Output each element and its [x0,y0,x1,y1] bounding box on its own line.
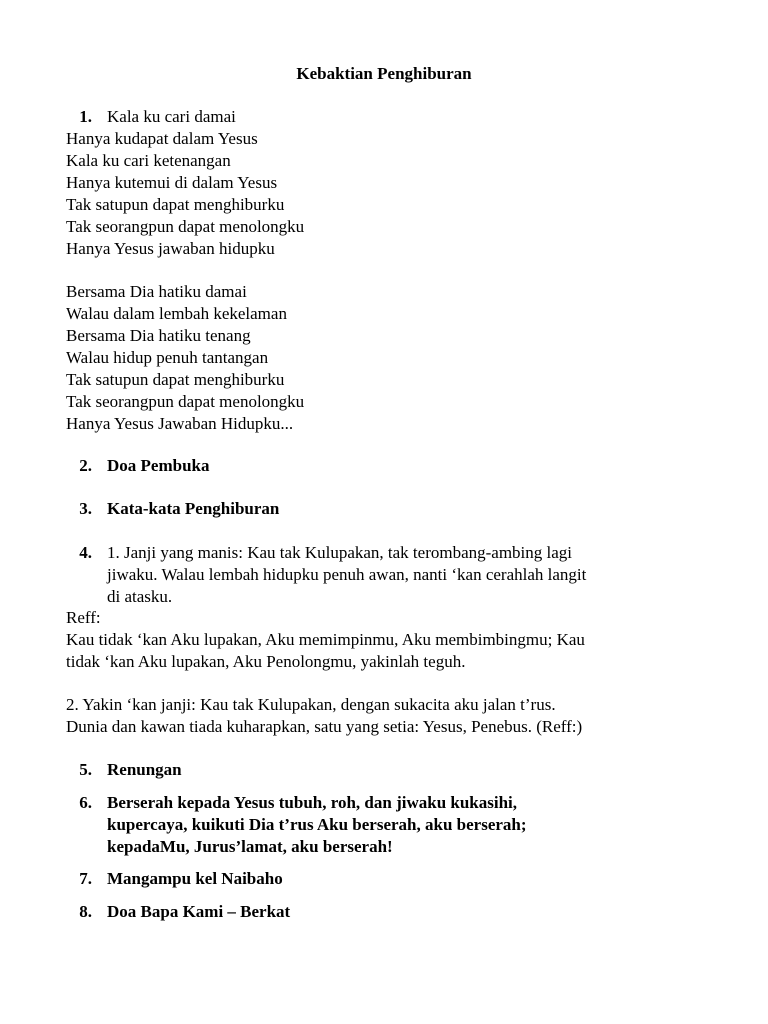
verse2-line: Dunia dan kawan tiada kuharapkan, satu yang setia: Yesus, Penebus. (Reff:) [66,717,583,736]
item-3-number: 3. [79,499,92,518]
item-8-number: 8. [79,902,92,921]
chorus-line: Walau dalam lembah kekelaman [66,304,287,323]
verse-line: Hanya kutemui di dalam Yesus [66,173,278,192]
item-5-number: 5. [79,760,92,779]
item-4-line: jiwaku. Walau lembah hidupku penuh awan, nanti ‘kan cerahlah langit [107,565,587,584]
reff-label: Reff: [66,608,101,627]
chorus-line: Bersama Dia hatiku damai [66,282,247,301]
item-1-number: 1. [79,107,92,126]
item-3-text: Kata-kata Penghiburan [107,499,280,518]
item-6-line: Berserah kepada Yesus tubuh, roh, dan jiwaku kukasihi, [107,793,518,812]
verse-line: Hanya Yesus jawaban hidupku [66,239,275,258]
chorus-line: Hanya Yesus Jawaban Hidupku... [66,414,294,433]
item-1-first-line: Kala ku cari damai [107,107,236,126]
item-8-text: Doa Bapa Kami – Berkat [107,902,291,921]
reff-line: tidak ‘kan Aku lupakan, Aku Penolongmu, yakinlah teguh. [66,652,466,671]
verse-line: Hanya kudapat dalam Yesus [66,129,258,148]
document-title: Kebaktian Penghiburan [296,64,472,83]
item-5-text: Renungan [107,760,182,779]
chorus-line: Tak seorangpun dapat menolongku [66,392,305,411]
item-7-number: 7. [79,869,92,888]
item-7-text: Mangampu kel Naibaho [107,869,283,888]
verse-line: Tak satupun dapat menghiburku [66,195,285,214]
chorus-line: Walau hidup penuh tantangan [66,348,269,367]
chorus-line: Tak satupun dapat menghiburku [66,370,285,389]
verse-line: Kala ku cari ketenangan [66,151,231,170]
verse-line: Tak seorangpun dapat menolongku [66,217,305,236]
item-2-text: Doa Pembuka [107,456,210,475]
item-6-line: kupercaya, kuikuti Dia t’rus Aku berserah, aku berserah; [107,815,527,834]
item-6-number: 6. [79,793,92,812]
item-4-line: 1. Janji yang manis: Kau tak Kulupakan, tak terombang-ambing lagi [107,543,573,562]
item-6-line: kepadaMu, Jurus’lamat, aku berserah! [107,837,393,856]
item-4-number: 4. [79,543,92,562]
item-2-number: 2. [79,456,92,475]
verse2-line: 2. Yakin ‘kan janji: Kau tak Kulupakan, dengan sukacita aku jalan t’rus. [66,695,556,714]
reff-line: Kau tidak ‘kan Aku lupakan, Aku memimpinmu, Aku membimbingmu; Kau [66,630,585,649]
chorus-line: Bersama Dia hatiku tenang [66,326,251,345]
item-4-line: di atasku. [107,587,173,606]
